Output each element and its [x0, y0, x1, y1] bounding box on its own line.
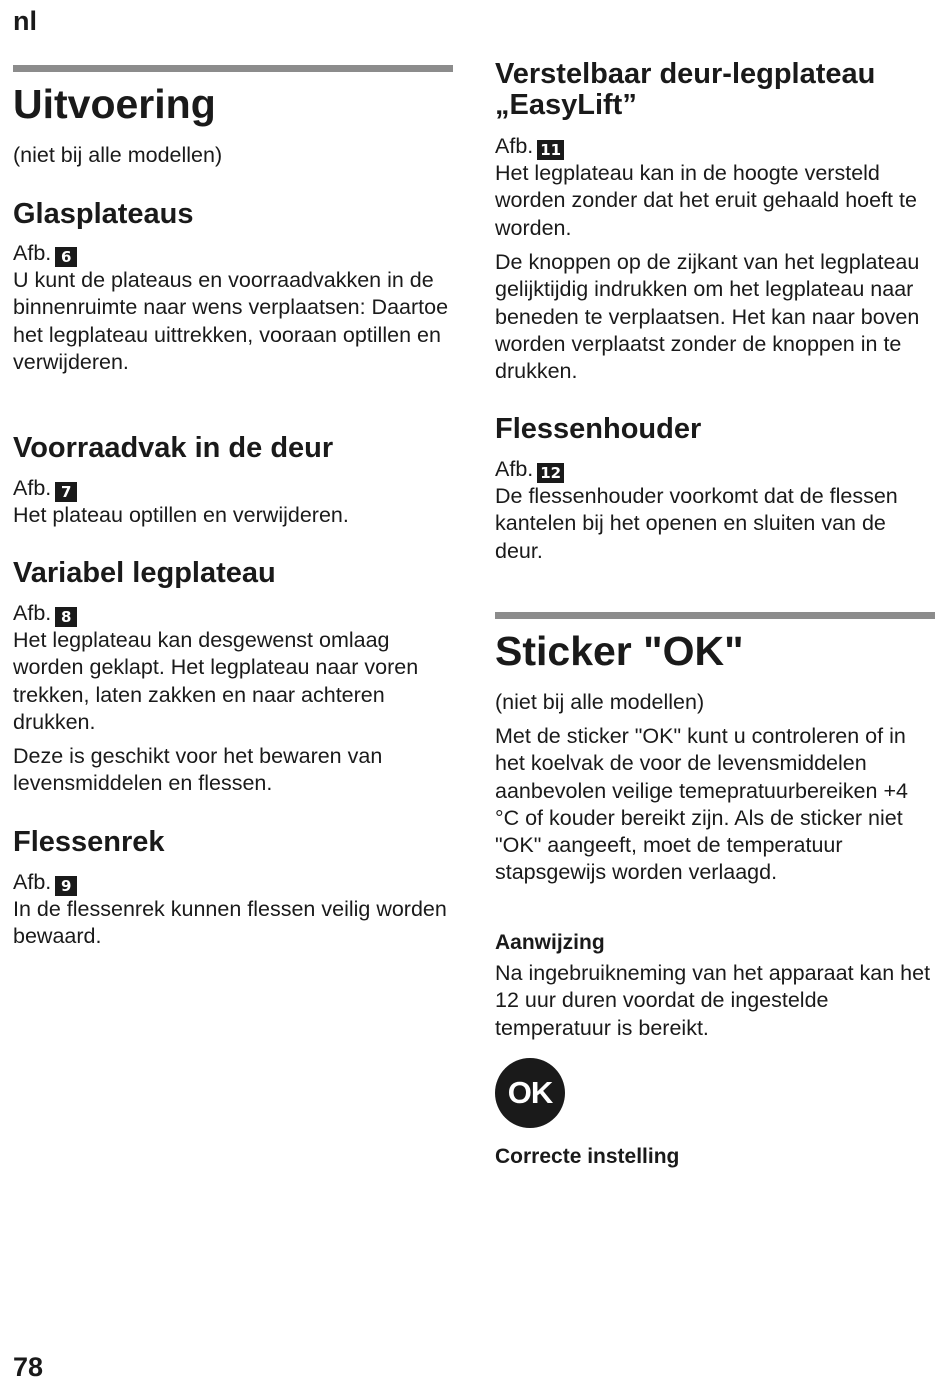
section-title-uitvoering: Uitvoering: [13, 81, 216, 127]
figure-reference: Afb. 8: [13, 600, 453, 627]
heading-easylift: Verstelbaar deur-legplateau „EasyLift”: [495, 58, 876, 121]
heading-variabel-legplateau: Variabel legplateau: [13, 557, 276, 589]
figure-reference: Afb. 9: [13, 869, 453, 896]
note-heading: Aanwijzing: [495, 931, 605, 954]
paragraph: Het plateau optillen en verwijderen.: [13, 503, 349, 527]
paragraph: Het legplateau kan desgewenst omlaag worden geklapt. Het legplateau naar voren trekken, laten zakken en naar achteren drukken.: [13, 628, 419, 734]
figure-reference: Afb. 6: [13, 240, 453, 267]
heading-voorraadvak: Voorraadvak in de deur: [13, 432, 334, 464]
paragraph: Met de sticker "OK" kunt u controleren of in het koelvak de voor de levensmiddelen aanbevolen veilige temepratuurbereiken +4 °C of kouder bereikt zijn. Als de sticker niet "OK" aangeeft, moet de temperatuur stapsgewijs worden verlaagd.: [495, 724, 908, 885]
section-divider: [13, 65, 453, 72]
ok-sticker-icon: OK: [495, 1058, 565, 1128]
figure-number-badge: 6: [55, 247, 77, 267]
paragraph: Het legplateau kan in de hoogte versteld worden zonder dat het eruit gehaald hoeft te worden.: [495, 161, 917, 240]
figure-number-badge: 11: [537, 140, 564, 160]
heading-flessenrek: Flessenrek: [13, 826, 165, 858]
section-subtitle: (niet bij alle modellen): [495, 690, 705, 714]
section-divider: [495, 612, 935, 619]
note-text: Na ingebruikneming van het apparaat kan het 12 uur duren voordat de ingestelde temperatuur is bereikt.: [495, 961, 931, 1040]
figure-number-badge: 12: [537, 463, 564, 483]
paragraph: De flessenhouder voorkomt dat de flessen kantelen bij het openen en sluiten van de deur.: [495, 484, 898, 563]
paragraph: Deze is geschikt voor het bewaren van levensmiddelen en flessen.: [13, 744, 383, 796]
paragraph: U kunt de plateaus en voorraadvakken in de binnenruimte naar wens verplaatsen: Daartoe het legplateau uittrekken, vooraan optillen en verwijderen.: [13, 268, 449, 374]
page-number: 78: [13, 1352, 44, 1382]
figure-reference: Afb. 12: [495, 456, 935, 483]
heading-glasplateaus: Glasplateaus: [13, 198, 194, 230]
figure-reference: Afb. 7: [13, 475, 453, 502]
heading-flessenhouder: Flessenhouder: [495, 413, 702, 445]
section-subtitle: (niet bij alle modellen): [13, 143, 223, 167]
language-code: nl: [13, 6, 37, 36]
paragraph: In de flessenrek kunnen flessen veilig worden bewaard.: [13, 897, 447, 949]
figure-number-badge: 9: [55, 876, 77, 896]
figure-reference: Afb. 11: [495, 133, 935, 160]
paragraph: De knoppen op de zijkant van het legplateau gelijktijdig indrukken om het legplateau naar beneden te verplaatsen. Het kan naar boven worden verplaatst zonder de knoppen in te drukken.: [495, 250, 920, 384]
section-title-sticker: Sticker "OK": [495, 628, 744, 674]
figure-caption: Correcte instelling: [495, 1145, 680, 1168]
figure-number-badge: 8: [55, 607, 77, 627]
figure-number-badge: 7: [55, 482, 77, 502]
